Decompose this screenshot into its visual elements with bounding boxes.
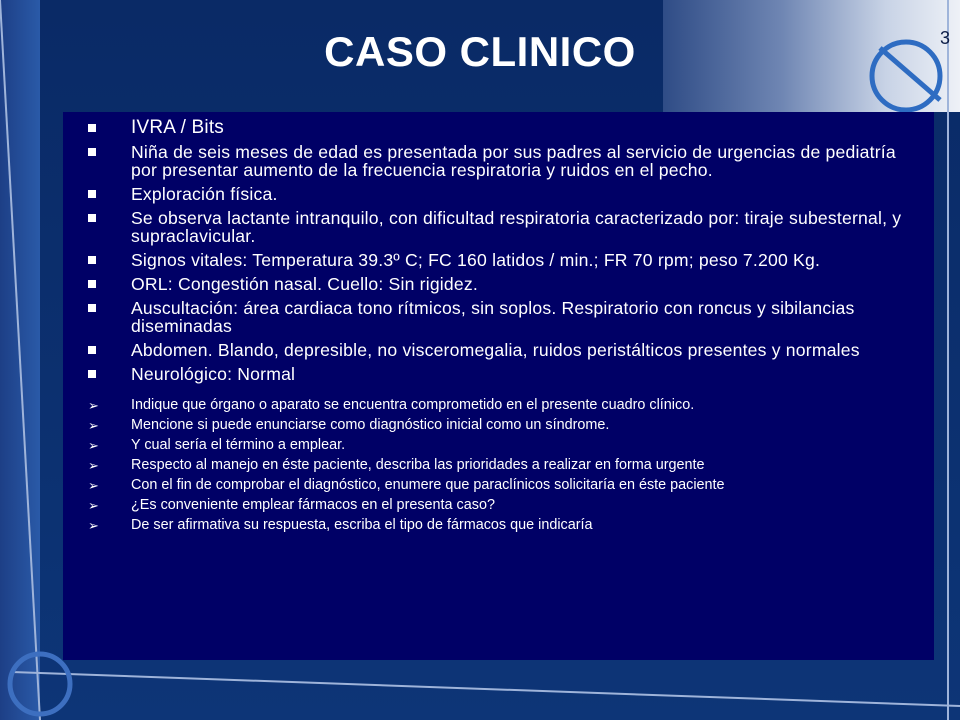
question-item: ➢ Respecto al manejo en éste paciente, describa las prioridades a realizar en forma urgente <box>88 457 705 473</box>
question-item: ➢ De ser afirmativa su respuesta, escriba el tipo de fármacos que indicaría <box>88 517 593 533</box>
arrow-bullet-icon: ➢ <box>88 478 99 493</box>
bullet-item: Niña de seis meses de edad es presentada por sus padres al servicio de urgencias de pediatría por presentar aumento de la frecuencia respiratoria y ruidos en el pecho. <box>75 143 918 179</box>
bullet-item: Neurológico: Normal <box>75 365 918 383</box>
bullet-item: Auscultación: área cardiaca tono rítmicos, sin soplos. Respiratorio con roncus y sibilancias diseminadas <box>75 299 918 335</box>
left-accent-band <box>0 0 40 720</box>
page-number: 3 <box>939 28 950 48</box>
square-bullet-icon <box>88 304 96 312</box>
square-bullet-icon <box>88 256 96 264</box>
arrow-bullet-icon: ➢ <box>88 458 99 473</box>
bullet-item: IVRA / Bits <box>75 117 918 139</box>
square-bullet-icon <box>88 370 96 378</box>
slide-title: CASO CLINICO <box>324 28 636 75</box>
arrow-bullet-icon: ➢ <box>88 518 99 533</box>
arrow-bullet-icon: ➢ <box>88 498 99 513</box>
bullet-item: Exploración física. <box>75 185 918 203</box>
bullet-item: ORL: Congestión nasal. Cuello: Sin rigidez. <box>75 275 918 293</box>
square-bullet-icon <box>88 346 96 354</box>
question-list <box>75 397 918 534</box>
question-item: ➢ ¿Es conveniente emplear fármacos en el presenta caso? <box>88 497 495 513</box>
bullet-item: Signos vitales: Temperatura 39.3º C; FC 160 latidos / min.; FR 70 rpm; peso 7.200 Kg. <box>75 251 918 269</box>
square-bullet-icon <box>88 148 96 156</box>
square-bullet-icon <box>88 214 96 222</box>
content-box <box>63 112 934 660</box>
bullet-item: Abdomen. Blando, depresible, no visceromegalia, ruidos peristálticos presentes y normales <box>75 341 918 359</box>
question-item: ➢ Indique que órgano o aparato se encuentra comprometido en el presente cuadro clínico. <box>88 397 695 413</box>
question-item: ➢ Y cual sería el término a emplear. <box>88 437 346 453</box>
square-bullet-icon <box>88 190 96 198</box>
square-bullet-icon <box>88 124 96 132</box>
question-item: ➢ Con el fin de comprobar el diagnóstico, enumere que paraclínicos solicitaría en éste paciente <box>88 477 725 493</box>
square-bullet-icon <box>88 280 96 288</box>
bullet-item: Se observa lactante intranquilo, con dificultad respiratoria caracterizado por: tiraje subesternal, y supraclavicular. <box>75 209 918 245</box>
arrow-bullet-icon: ➢ <box>88 438 99 453</box>
arrow-bullet-icon: ➢ <box>88 398 99 413</box>
arrow-bullet-icon: ➢ <box>88 418 99 433</box>
question-item: ➢ Mencione si puede enunciarse como diagnóstico inicial como un síndrome. <box>88 417 610 433</box>
case-bullet-list <box>75 117 918 383</box>
